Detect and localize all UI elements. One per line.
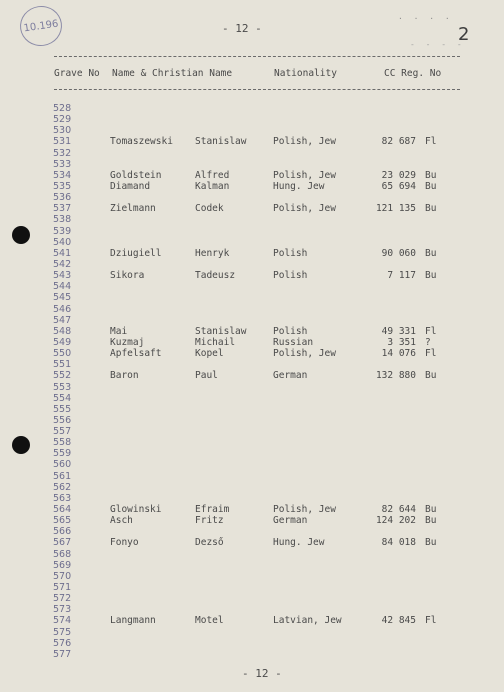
grave-number: 541	[53, 247, 72, 259]
grave-number: 572	[53, 593, 72, 605]
grave-number: 551	[53, 359, 72, 371]
reg-number-cell: 3 351	[387, 336, 416, 348]
given-name-cell: Paul	[195, 370, 218, 382]
reg-number-cell: 7 117	[387, 270, 416, 282]
reg-number-cell: 65 694	[381, 180, 416, 192]
given-name-cell: Codek	[195, 203, 224, 215]
surname-cell: Baron	[110, 370, 139, 382]
grave-number: 556	[53, 414, 72, 426]
reg-number-cell: 121 135	[375, 203, 416, 215]
grave-number: 562	[53, 481, 72, 493]
camp-code-cell: ?	[425, 336, 431, 348]
grave-number: 554	[53, 392, 72, 404]
grave-number: 548	[53, 325, 72, 337]
reg-number-cell: 84 018	[381, 537, 416, 549]
surname-cell: Dziugiell	[110, 247, 162, 259]
header-name: Name & Christian Name	[112, 68, 233, 79]
grave-number: 550	[53, 348, 72, 360]
page-number-top: - 12 -	[222, 22, 262, 35]
page-number-bottom: - 12 -	[242, 667, 282, 680]
grave-number: 539	[53, 225, 72, 237]
camp-code-cell: Fl	[425, 348, 437, 360]
grave-number: 544	[53, 281, 72, 293]
grave-number: 547	[53, 314, 72, 326]
grave-number: 570	[53, 570, 72, 582]
grave-number: 575	[53, 626, 72, 638]
grave-number: 564	[53, 504, 72, 516]
header-cc-reg: CC Reg. No	[384, 68, 442, 79]
reg-number-cell: 82 687	[381, 136, 416, 148]
archive-stamp: 10.196	[17, 3, 64, 48]
grave-number: 555	[53, 403, 72, 415]
grave-number: 531	[53, 136, 72, 148]
grave-number: 558	[53, 437, 72, 449]
camp-code-cell: Bu	[425, 370, 437, 382]
nationality-cell: Hung. Jew	[273, 180, 325, 192]
reg-number-cell: 132 880	[375, 370, 416, 382]
surname-cell: Tomaszewski	[110, 136, 173, 148]
grave-number: 568	[53, 548, 72, 560]
header-rule-bottom	[54, 89, 460, 90]
nationality-cell: Polish, Jew	[273, 504, 336, 516]
faint-marks-lower: - - - -	[410, 40, 465, 49]
header-rule-top	[54, 56, 460, 57]
given-name-cell: Stanislaw	[195, 325, 247, 337]
given-name-cell: Motel	[195, 615, 224, 627]
grave-number: 538	[53, 214, 72, 226]
nationality-cell: German	[273, 515, 308, 527]
surname-cell: Fonyo	[110, 537, 139, 549]
reg-number-cell: 90 060	[381, 247, 416, 259]
grave-number: 534	[53, 169, 72, 181]
reg-number-cell: 124 202	[375, 515, 416, 527]
camp-code-cell: Bu	[425, 169, 437, 181]
grave-number: 540	[53, 236, 72, 248]
grave-number: 537	[53, 203, 72, 215]
reg-number-cell: 14 076	[381, 348, 416, 360]
given-name-cell: Fritz	[195, 515, 224, 527]
surname-cell: Kuzmaj	[110, 336, 145, 348]
grave-number: 543	[53, 270, 72, 282]
grave-number: 571	[53, 582, 72, 594]
camp-code-cell: Bu	[425, 247, 437, 259]
reg-number-cell: 42 845	[381, 615, 416, 627]
camp-code-cell: Bu	[425, 504, 437, 516]
given-name-cell: Dezső	[195, 537, 224, 549]
reg-number-cell: 82 644	[381, 504, 416, 516]
given-name-cell: Kalman	[195, 180, 230, 192]
given-name-cell: Efraim	[195, 504, 230, 516]
surname-cell: Glowinski	[110, 504, 162, 516]
camp-code-cell: Fl	[425, 615, 437, 627]
camp-code-cell: Bu	[425, 203, 437, 215]
grave-number: 577	[53, 648, 72, 660]
nationality-cell: Polish	[273, 247, 308, 259]
punch-hole-upper	[12, 226, 30, 244]
surname-cell: Zielmann	[110, 203, 156, 215]
camp-code-cell: Bu	[425, 515, 437, 527]
given-name-cell: Stanislaw	[195, 136, 247, 148]
reg-number-cell: 49 331	[381, 325, 416, 337]
surname-cell: Langmann	[110, 615, 156, 627]
surname-cell: Diamand	[110, 180, 151, 192]
camp-code-cell: Bu	[425, 180, 437, 192]
given-name-cell: Michail	[195, 336, 236, 348]
grave-number: 569	[53, 559, 72, 571]
surname-cell: Sikora	[110, 270, 145, 282]
nationality-cell: Polish, Jew	[273, 203, 336, 215]
given-name-cell: Henryk	[195, 247, 230, 259]
grave-number: 563	[53, 492, 72, 504]
grave-number: 530	[53, 125, 72, 137]
grave-number: 528	[53, 103, 72, 114]
grave-number: 533	[53, 158, 72, 170]
surname-cell: Mai	[110, 325, 128, 337]
nationality-cell: Polish, Jew	[273, 169, 336, 181]
nationality-cell: German	[273, 370, 308, 382]
surname-cell: Goldstein	[110, 169, 162, 181]
grave-number: 567	[53, 537, 72, 549]
punch-hole-lower	[12, 436, 30, 454]
grave-number: 542	[53, 258, 72, 270]
grave-number: 573	[53, 604, 72, 616]
grave-number: 532	[53, 147, 72, 159]
grave-number: 546	[53, 303, 72, 315]
given-name-cell: Alfred	[195, 169, 230, 181]
nationality-cell: Hung. Jew	[273, 537, 325, 549]
grave-number: 529	[53, 114, 72, 126]
grave-number: 553	[53, 381, 72, 393]
faint-marks: · · · ·	[398, 14, 453, 23]
camp-code-cell: Bu	[425, 270, 437, 282]
nationality-cell: Polish, Jew	[273, 348, 336, 360]
header-grave-no: Grave No	[54, 68, 100, 79]
grave-number: 552	[53, 370, 72, 382]
nationality-cell: Polish	[273, 270, 308, 282]
nationality-cell: Polish, Jew	[273, 136, 336, 148]
grave-number: 574	[53, 615, 72, 627]
surname-cell: Asch	[110, 515, 133, 527]
reg-number-cell: 23 029	[381, 169, 416, 181]
grave-number: 565	[53, 515, 72, 527]
grave-number: 545	[53, 292, 72, 304]
header-nationality: Nationality	[274, 68, 337, 79]
given-name-cell: Tadeusz	[195, 270, 236, 282]
corner-page-mark: 2	[458, 24, 470, 45]
grave-number: 557	[53, 426, 72, 438]
grave-number: 549	[53, 336, 72, 348]
camp-code-cell: Fl	[425, 136, 437, 148]
grave-number: 566	[53, 526, 72, 538]
grave-number: 559	[53, 448, 72, 460]
nationality-cell: Polish	[273, 325, 308, 337]
grave-number: 560	[53, 459, 72, 471]
grave-number: 561	[53, 470, 72, 482]
grave-number: 576	[53, 637, 72, 649]
grave-number: 536	[53, 192, 72, 204]
camp-code-cell: Fl	[425, 325, 437, 337]
given-name-cell: Kopel	[195, 348, 224, 360]
nationality-cell: Latvian, Jew	[273, 615, 342, 627]
nationality-cell: Russian	[273, 336, 314, 348]
camp-code-cell: Bu	[425, 537, 437, 549]
grave-number: 535	[53, 180, 72, 192]
surname-cell: Apfelsaft	[110, 348, 162, 360]
